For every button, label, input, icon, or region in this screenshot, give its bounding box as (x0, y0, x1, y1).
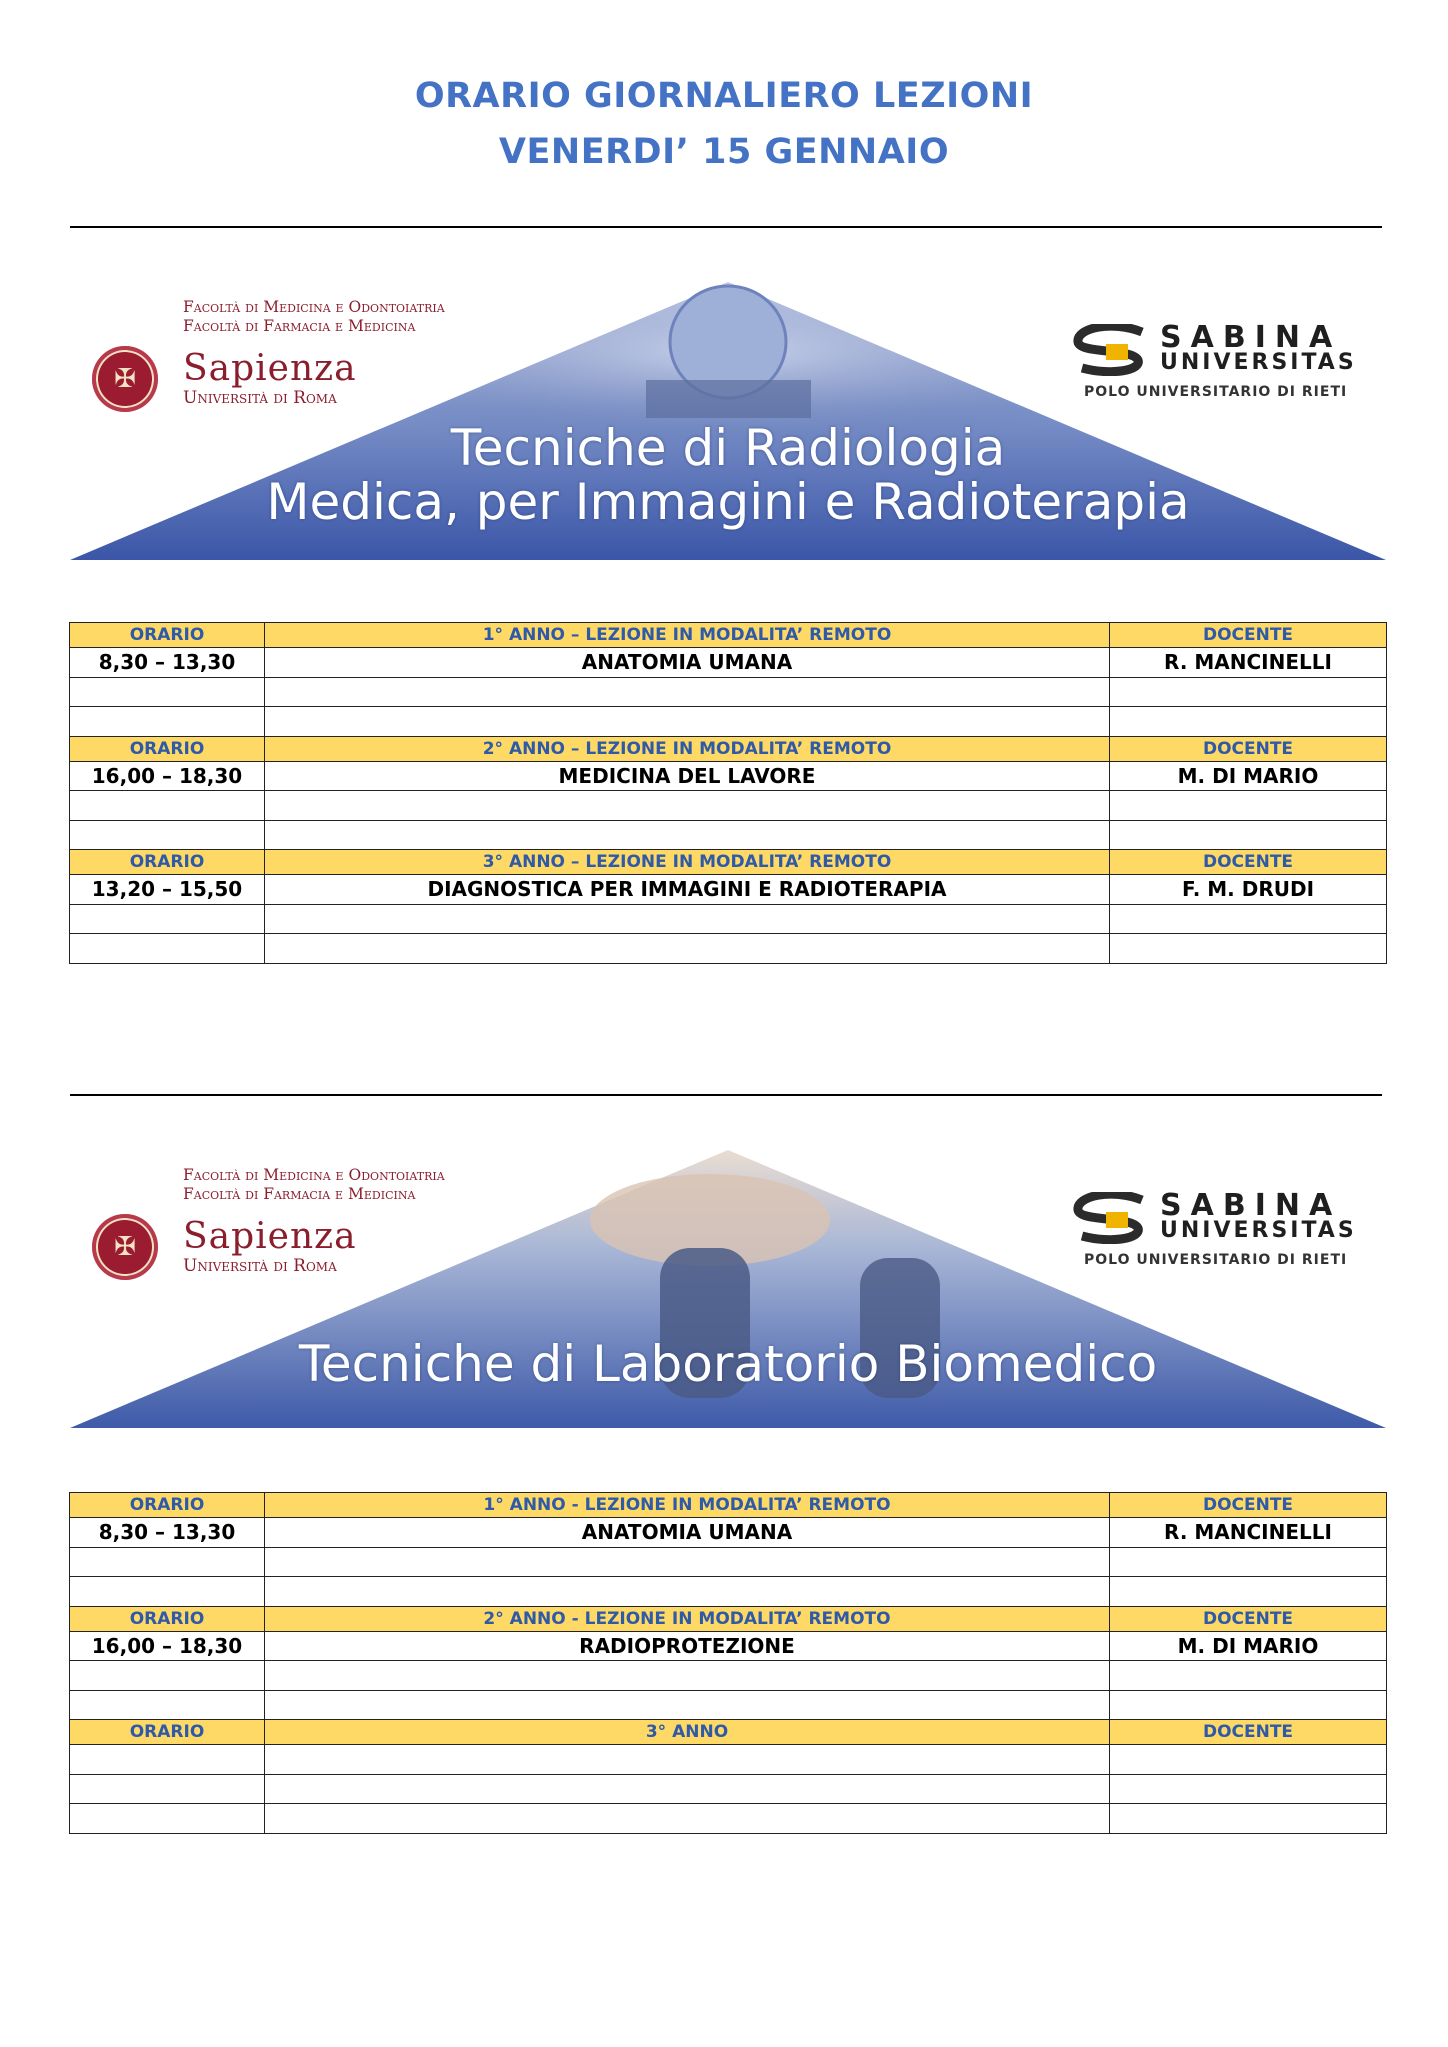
lesson-teacher: M. DI MARIO (1110, 1631, 1387, 1661)
course-banner-laboratorio (70, 1148, 1386, 1428)
empty-row (70, 934, 1387, 964)
empty-row (70, 1804, 1387, 1834)
lesson-time: 16,00 – 18,30 (70, 761, 265, 791)
time-header: ORARIO (70, 1493, 265, 1518)
lesson-time: 8,30 – 13,30 (70, 1518, 265, 1548)
teacher-header: DOCENTE (1110, 1720, 1387, 1745)
lesson-teacher: R. MANCINELLI (1110, 648, 1387, 678)
schedule-table-radiologia (69, 622, 1387, 964)
sabina-mark-icon (1072, 324, 1150, 376)
table-header-row (70, 1606, 1387, 1631)
lesson-subject: ANATOMIA UMANA (265, 1518, 1110, 1548)
lesson-teacher: R. MANCINELLI (1110, 1518, 1387, 1548)
sapienza-seal-icon: ✠ (92, 1214, 158, 1280)
page-title: ORARIO GIORNALIERO LEZIONI (414, 76, 1034, 116)
course-title-line-2: Medica, per Immagini e Radioterapia (266, 473, 1190, 531)
teacher-header: DOCENTE (1110, 1606, 1387, 1631)
course-title-line-1: Tecniche di Laboratorio Biomedico (298, 1335, 1158, 1393)
sapienza-logo (183, 350, 357, 408)
divider (70, 1094, 1382, 1096)
year-header: 1° ANNO - LEZIONE IN MODALITA’ REMOTO (265, 1493, 1110, 1518)
empty-row (70, 1774, 1387, 1804)
lesson-time: 13,20 – 15,50 (70, 875, 265, 905)
table-header-row (70, 1720, 1387, 1745)
teacher-header: DOCENTE (1110, 850, 1387, 875)
partner-line-1: SABINA (1160, 1188, 1342, 1223)
faculty-line-1: Facoltà di Medicina e Odontoiatria (183, 298, 445, 316)
time-header: ORARIO (70, 1606, 265, 1631)
table-row (70, 875, 1387, 905)
empty-row (70, 707, 1387, 737)
table-header-row (70, 1493, 1387, 1518)
table-row (70, 761, 1387, 791)
sabina-mark-icon (1072, 1192, 1150, 1244)
empty-row (70, 1577, 1387, 1607)
year-header: 1° ANNO – LEZIONE IN MODALITA’ REMOTO (265, 623, 1110, 648)
empty-row (70, 1690, 1387, 1720)
time-header: ORARIO (70, 623, 265, 648)
empty-row (70, 1547, 1387, 1577)
page-date: VENERDI’ 15 GENNAIO (498, 132, 950, 172)
empty-row (70, 904, 1387, 934)
lesson-teacher: F. M. DRUDI (1110, 875, 1387, 905)
year-header: 2° ANNO – LEZIONE IN MODALITA’ REMOTO (265, 736, 1110, 761)
lesson-subject: ANATOMIA UMANA (265, 648, 1110, 678)
lesson-time: 16,00 – 18,30 (70, 1631, 265, 1661)
lesson-time (70, 1745, 265, 1775)
faculty-line-2: Facoltà di Farmacia e Medicina (183, 1185, 416, 1203)
lesson-subject: MEDICINA DEL LAVORE (265, 761, 1110, 791)
partner-line-3: POLO UNIVERSITARIO DI RIETI (1084, 1252, 1348, 1268)
course-title-line-1: Tecniche di Radiologia (450, 419, 1006, 477)
divider (70, 226, 1382, 228)
university-name: Sapienza (183, 348, 357, 389)
university-name: Sapienza (183, 1216, 357, 1257)
table-row (70, 1631, 1387, 1661)
sapienza-seal-icon: ✠ (92, 346, 158, 412)
year-header: 3° ANNO – LEZIONE IN MODALITA’ REMOTO (265, 850, 1110, 875)
university-sub: Università di Roma (183, 388, 337, 408)
empty-row (70, 791, 1387, 821)
sapienza-logo (183, 1218, 357, 1276)
table-row (70, 648, 1387, 678)
lesson-subject: DIAGNOSTICA PER IMMAGINI E RADIOTERAPIA (265, 875, 1110, 905)
course-banner-radiologia (70, 280, 1386, 560)
sabina-logo (1072, 1188, 1372, 1278)
partner-line-1: SABINA (1160, 320, 1342, 355)
year-header: 2° ANNO - LEZIONE IN MODALITA’ REMOTO (265, 1606, 1110, 1631)
time-header: ORARIO (70, 1720, 265, 1745)
sabina-logo (1072, 320, 1372, 410)
table-header-row (70, 623, 1387, 648)
time-header: ORARIO (70, 736, 265, 761)
partner-line-2: UNIVERSITAS (1160, 1218, 1357, 1243)
table-row (70, 1745, 1387, 1775)
lesson-time: 8,30 – 13,30 (70, 648, 265, 678)
faculty-line-2: Facoltà di Farmacia e Medicina (183, 317, 416, 335)
faculty-line-1: Facoltà di Medicina e Odontoiatria (183, 1166, 445, 1184)
time-header: ORARIO (70, 850, 265, 875)
lesson-subject (265, 1745, 1110, 1775)
schedule-table-laboratorio (69, 1492, 1387, 1834)
teacher-header: DOCENTE (1110, 623, 1387, 648)
lesson-teacher (1110, 1745, 1387, 1775)
partner-line-2: UNIVERSITAS (1160, 350, 1357, 375)
empty-row (70, 1661, 1387, 1691)
lesson-teacher: M. DI MARIO (1110, 761, 1387, 791)
table-header-row (70, 736, 1387, 761)
year-header: 3° ANNO (265, 1720, 1110, 1745)
teacher-header: DOCENTE (1110, 1493, 1387, 1518)
university-sub: Università di Roma (183, 1256, 337, 1276)
empty-row (70, 677, 1387, 707)
lesson-subject: RADIOPROTEZIONE (265, 1631, 1110, 1661)
teacher-header: DOCENTE (1110, 736, 1387, 761)
table-header-row (70, 850, 1387, 875)
partner-line-3: POLO UNIVERSITARIO DI RIETI (1084, 384, 1348, 400)
table-row (70, 1518, 1387, 1548)
empty-row (70, 820, 1387, 850)
